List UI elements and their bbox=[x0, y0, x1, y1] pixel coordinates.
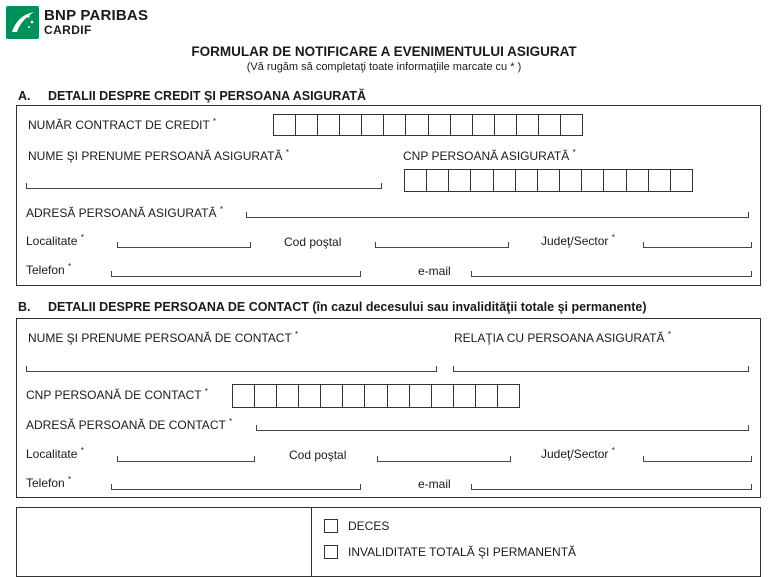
cnp-digit-cell[interactable] bbox=[498, 385, 520, 407]
contact-cnp-label: CNP PERSOANĂ DE CONTACT * bbox=[26, 387, 208, 402]
cnp-digit-cell[interactable] bbox=[427, 170, 449, 191]
insured-name-label: NUME ŞI PRENUME PERSOANĂ ASIGURATĂ * bbox=[28, 148, 289, 163]
contact-county-field[interactable] bbox=[643, 456, 752, 462]
contract-digit-cell[interactable] bbox=[318, 115, 340, 135]
cnp-digit-cell[interactable] bbox=[405, 170, 427, 191]
cnp-digit-cell[interactable] bbox=[627, 170, 649, 191]
insured-email-label: e-mail bbox=[418, 264, 451, 278]
cnp-digit-cell[interactable] bbox=[604, 170, 626, 191]
cnp-digit-cell[interactable] bbox=[299, 385, 321, 407]
section-b-letter: B. bbox=[18, 300, 31, 314]
cnp-digit-cell[interactable] bbox=[671, 170, 693, 191]
contract-digit-cell[interactable] bbox=[296, 115, 318, 135]
contact-name-label: NUME ŞI PRENUME PERSOANĂ DE CONTACT * bbox=[28, 330, 299, 345]
insured-cnp-cells[interactable] bbox=[404, 169, 693, 192]
cnp-digit-cell[interactable] bbox=[494, 170, 516, 191]
deces-checkbox[interactable] bbox=[324, 519, 338, 533]
contact-county-label: Judeţ/Sector * bbox=[541, 446, 615, 461]
cnp-digit-cell[interactable] bbox=[255, 385, 277, 407]
contract-digit-cell[interactable] bbox=[340, 115, 362, 135]
contract-digit-cell[interactable] bbox=[561, 115, 583, 135]
cnp-digit-cell[interactable] bbox=[388, 385, 410, 407]
cnp-digit-cell[interactable] bbox=[321, 385, 343, 407]
contact-cnp-cells[interactable] bbox=[232, 384, 520, 408]
cnp-digit-cell[interactable] bbox=[432, 385, 454, 407]
contact-address-field[interactable] bbox=[256, 425, 749, 431]
cnp-digit-cell[interactable] bbox=[538, 170, 560, 191]
section-a-title: DETALII DESPRE CREDIT ŞI PERSOANA ASIGURATĂ bbox=[48, 89, 367, 103]
insured-address-label: ADRESĂ PERSOANĂ ASIGURATĂ * bbox=[26, 205, 223, 220]
contract-digit-cell[interactable] bbox=[274, 115, 296, 135]
insured-address-field[interactable] bbox=[246, 212, 749, 218]
contact-email-label: e-mail bbox=[418, 477, 451, 491]
brand-name: BNP PARIBAS bbox=[44, 7, 149, 24]
insured-phone-label: Telefon * bbox=[26, 262, 72, 277]
contact-postal-field[interactable] bbox=[377, 456, 511, 462]
contact-locality-label: Localitate * bbox=[26, 446, 84, 461]
stars-logo-icon bbox=[6, 6, 39, 39]
insured-locality-label: Localitate * bbox=[26, 233, 84, 248]
section-a-letter: A. bbox=[18, 89, 31, 103]
contact-locality-field[interactable] bbox=[117, 456, 255, 462]
deces-label: DECES bbox=[348, 519, 390, 533]
contract-digit-cell[interactable] bbox=[384, 115, 406, 135]
insured-county-field[interactable] bbox=[643, 242, 752, 248]
cnp-digit-cell[interactable] bbox=[560, 170, 582, 191]
contract-digit-cell[interactable] bbox=[429, 115, 451, 135]
insured-name-field[interactable] bbox=[26, 183, 382, 189]
cnp-digit-cell[interactable] bbox=[365, 385, 387, 407]
cnp-digit-cell[interactable] bbox=[649, 170, 671, 191]
insured-county-label: Judeţ/Sector * bbox=[541, 233, 615, 248]
brand-sub: CARDIF bbox=[44, 23, 92, 37]
contract-number-cells[interactable] bbox=[273, 114, 583, 136]
contract-number-label: NUMĂR CONTRACT DE CREDIT * bbox=[28, 117, 217, 132]
invaliditate-checkbox[interactable] bbox=[324, 545, 338, 559]
contact-postal-label: Cod poştal bbox=[289, 448, 347, 462]
cnp-digit-cell[interactable] bbox=[582, 170, 604, 191]
section-b-box bbox=[16, 318, 761, 498]
contract-digit-cell[interactable] bbox=[517, 115, 539, 135]
cnp-digit-cell[interactable] bbox=[454, 385, 476, 407]
bnp-paribas-logo bbox=[6, 6, 39, 39]
cnp-digit-cell[interactable] bbox=[449, 170, 471, 191]
insured-postal-label: Cod poştal bbox=[284, 235, 342, 249]
event-box-divider bbox=[311, 507, 312, 577]
contact-name-field[interactable] bbox=[26, 366, 437, 372]
insured-phone-field[interactable] bbox=[111, 271, 361, 277]
contract-digit-cell[interactable] bbox=[495, 115, 517, 135]
contract-digit-cell[interactable] bbox=[362, 115, 384, 135]
contact-phone-label: Telefon * bbox=[26, 475, 72, 490]
cnp-digit-cell[interactable] bbox=[516, 170, 538, 191]
contact-email-field[interactable] bbox=[471, 484, 752, 490]
contract-digit-cell[interactable] bbox=[406, 115, 428, 135]
contact-relation-field[interactable] bbox=[453, 366, 749, 372]
cnp-digit-cell[interactable] bbox=[233, 385, 255, 407]
cnp-digit-cell[interactable] bbox=[471, 170, 493, 191]
insured-locality-field[interactable] bbox=[117, 242, 251, 248]
contact-relation-label: RELAŢIA CU PERSOANA ASIGURATĂ * bbox=[454, 330, 671, 345]
contract-digit-cell[interactable] bbox=[473, 115, 495, 135]
invaliditate-label: INVALIDITATE TOTALĂ ŞI PERMANENTĂ bbox=[348, 545, 577, 559]
cnp-digit-cell[interactable] bbox=[410, 385, 432, 407]
form-title: FORMULAR DE NOTIFICARE A EVENIMENTULUI ASIGURAT bbox=[191, 44, 577, 59]
contract-digit-cell[interactable] bbox=[539, 115, 561, 135]
insured-cnp-label: CNP PERSOANĂ ASIGURATĂ * bbox=[403, 148, 576, 163]
insured-email-field[interactable] bbox=[471, 271, 752, 277]
section-b-title: DETALII DESPRE PERSOANA DE CONTACT (în cazul decesului sau invalidităţii totale şi permanente) bbox=[48, 300, 647, 314]
event-type-box bbox=[16, 507, 761, 577]
contract-digit-cell[interactable] bbox=[451, 115, 473, 135]
contact-address-label: ADRESĂ PERSOANĂ DE CONTACT * bbox=[26, 417, 233, 432]
form-subtitle: (Vă rugăm să completaţi toate informaţiile marcate cu * ) bbox=[246, 61, 522, 73]
cnp-digit-cell[interactable] bbox=[343, 385, 365, 407]
cnp-digit-cell[interactable] bbox=[277, 385, 299, 407]
cnp-digit-cell[interactable] bbox=[476, 385, 498, 407]
insured-postal-field[interactable] bbox=[375, 242, 509, 248]
contact-phone-field[interactable] bbox=[111, 484, 361, 490]
